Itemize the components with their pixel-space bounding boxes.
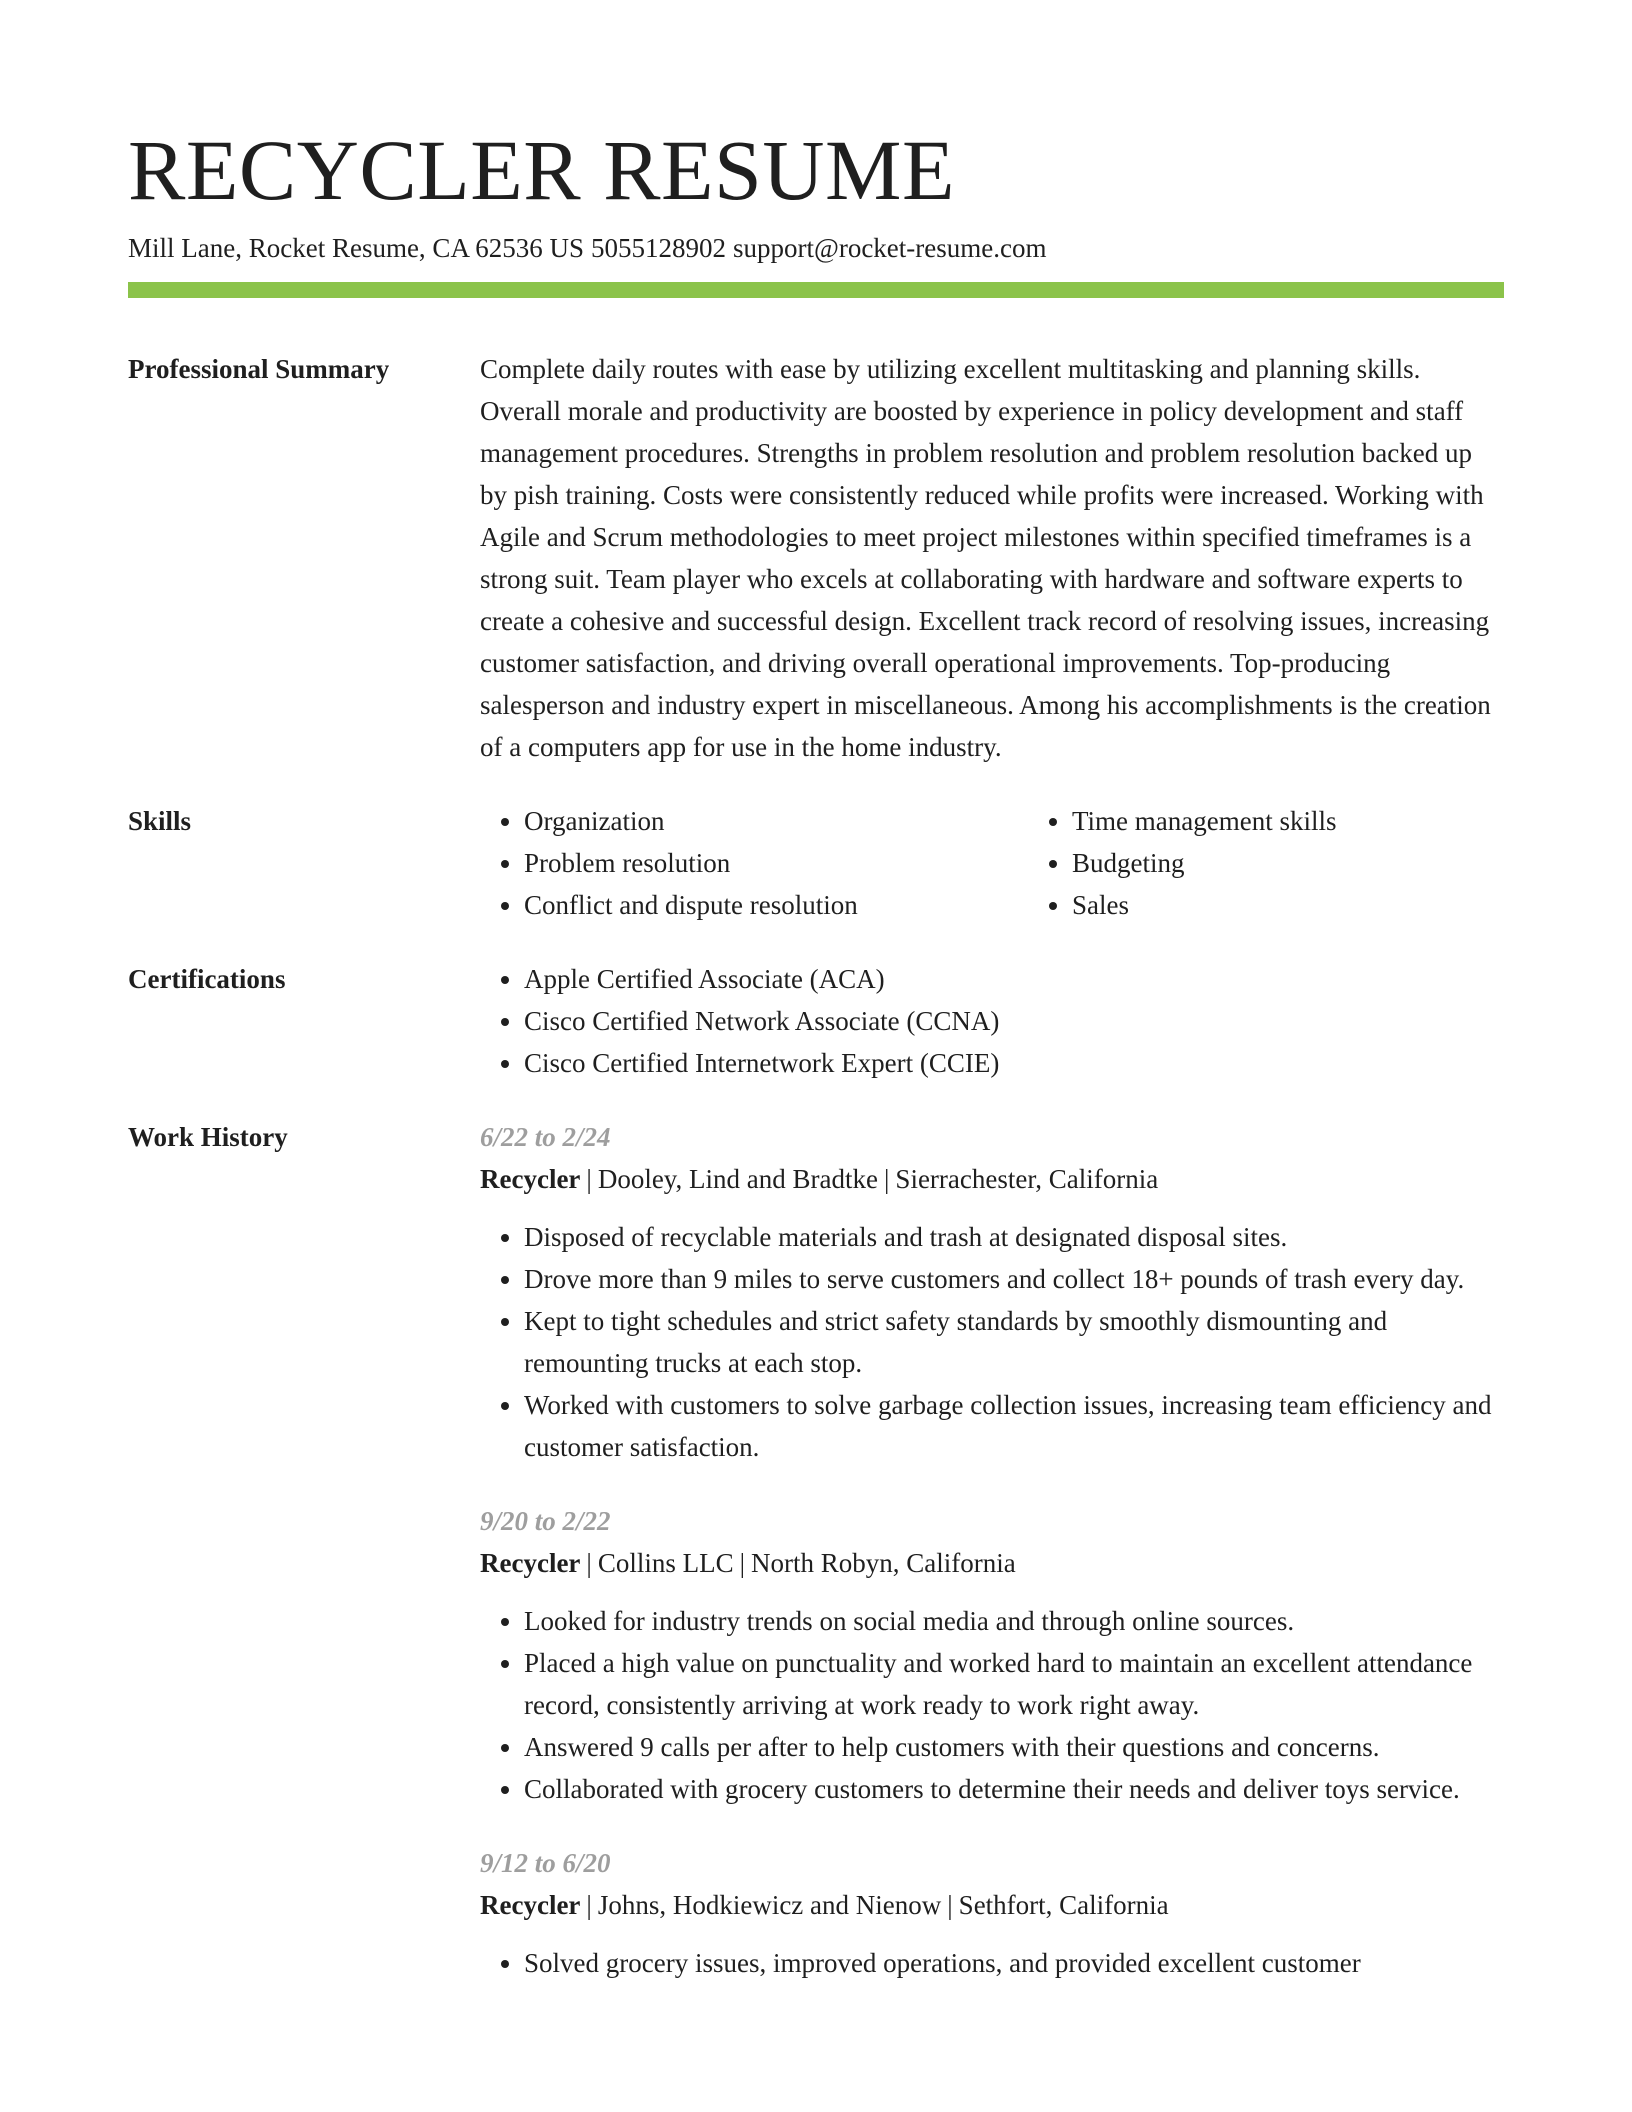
- skills-list-left: [480, 800, 1028, 926]
- contact-line: [128, 230, 1504, 266]
- contact-address: Mill Lane, Rocket Resume, CA 62536 US: [128, 233, 584, 263]
- job-entry: [480, 1500, 1504, 1810]
- job-location: Sierrachester, California: [895, 1164, 1159, 1194]
- contact-phone: 5055128902: [590, 233, 726, 263]
- skills-section: [128, 800, 1504, 926]
- skill-item: • Sales: [1072, 884, 1576, 926]
- work-history-section: [128, 1116, 1504, 2016]
- resume-page: [128, 120, 1504, 2048]
- summary-section: [128, 348, 1504, 768]
- job-bullet: • Looked for industry trends on social media and through online sources.: [524, 1600, 1504, 1642]
- job-company: Dooley, Lind and Bradtke: [597, 1164, 879, 1194]
- job-bullet: • Answered 9 calls per after to help customers with their questions and concerns.: [524, 1726, 1504, 1768]
- header-divider: [128, 282, 1504, 298]
- work-history-title: Work History: [128, 1122, 288, 1152]
- skills-title: Skills: [128, 806, 192, 836]
- contact-email: support@rocket-resume.com: [732, 233, 1047, 263]
- job-dates: 9/12 to 6/20: [480, 1848, 611, 1878]
- skill-item: • Problem resolution: [524, 842, 1028, 884]
- job-title: Recycler: [480, 1890, 581, 1920]
- skill-item: • Budgeting: [1072, 842, 1576, 884]
- certification-item: • Cisco Certified Network Associate (CCNA): [524, 1000, 1504, 1042]
- certifications-section: [128, 958, 1504, 1084]
- certifications-title: Certifications: [128, 964, 286, 994]
- resume-name: RECYCLER RESUME: [128, 122, 955, 218]
- job-bullet: • Kept to tight schedules and strict safety standards by smoothly dismounting and remounting trucks at each stop.: [524, 1300, 1504, 1384]
- job-bullets: [480, 1216, 1504, 1468]
- job-heading: Recycler | Johns, Hodkiewicz and Nienow | Sethfort, California: [480, 1890, 1169, 1920]
- job-bullets: [480, 1942, 1504, 1984]
- summary-title: Professional Summary: [128, 354, 390, 384]
- job-heading: Recycler | Dooley, Lind and Bradtke | Sierrachester, California: [480, 1164, 1159, 1194]
- job-bullet: • Disposed of recyclable materials and trash at designated disposal sites.: [524, 1216, 1504, 1258]
- skill-item: • Organization: [524, 800, 1028, 842]
- job-dates: 9/20 to 2/22: [480, 1506, 611, 1536]
- job-entry: [480, 1842, 1504, 1984]
- job-title: Recycler: [480, 1164, 581, 1194]
- job-dates: 6/22 to 2/24: [480, 1122, 611, 1152]
- job-bullet: • Solved grocery issues, improved operations, and provided excellent customer: [524, 1942, 1504, 1984]
- job-title: Recycler: [480, 1548, 581, 1578]
- skills-list-right: [1028, 800, 1576, 926]
- job-location: Sethfort, California: [958, 1890, 1169, 1920]
- certification-item: • Apple Certified Associate (ACA): [524, 958, 1504, 1000]
- skill-item: • Time management skills: [1072, 800, 1576, 842]
- job-bullet: • Collaborated with grocery customers to determine their needs and deliver toys service.: [524, 1768, 1504, 1810]
- job-location: North Robyn, California: [751, 1548, 1016, 1578]
- skill-item: • Conflict and dispute resolution: [524, 884, 1028, 926]
- job-heading: Recycler | Collins LLC | North Robyn, California: [480, 1548, 1016, 1578]
- certifications-list: [480, 958, 1504, 1084]
- job-bullets: [480, 1600, 1504, 1810]
- summary-text: Complete daily routes with ease by utilizing excellent multitasking and planning skills. Overall morale and productivity are boosted by experience in policy development and staff management procedures. Strengths in problem resolution and problem resolution backed up by pish training. Costs were consistently reduced while profits were increased. Working with Agile and Scrum methodologies to meet project milestones within specified timeframes is a strong suit. Team player who excels at collaborating with hardware and software experts to create a cohesive and successful design. Excellent track record of resolving issues, increasing customer satisfaction, and driving overall operational improvements. Top-producing salesperson and industry expert in miscellaneous. Among his accomplishments is the creation of a computers app for use in the home industry.: [480, 354, 1491, 762]
- job-entry: [480, 1116, 1504, 1468]
- job-bullet: • Worked with customers to solve garbage collection issues, increasing team efficiency and customer satisfaction.: [524, 1384, 1504, 1468]
- job-bullet: • Placed a high value on punctuality and worked hard to maintain an excellent attendance record, consistently arriving at work ready to work right away.: [524, 1642, 1504, 1726]
- job-company: Collins LLC: [597, 1548, 734, 1578]
- job-bullet: • Drove more than 9 miles to serve customers and collect 18+ pounds of trash every day.: [524, 1258, 1504, 1300]
- job-company: Johns, Hodkiewicz and Nienow: [597, 1890, 942, 1920]
- certification-item: • Cisco Certified Internetwork Expert (CCIE): [524, 1042, 1504, 1084]
